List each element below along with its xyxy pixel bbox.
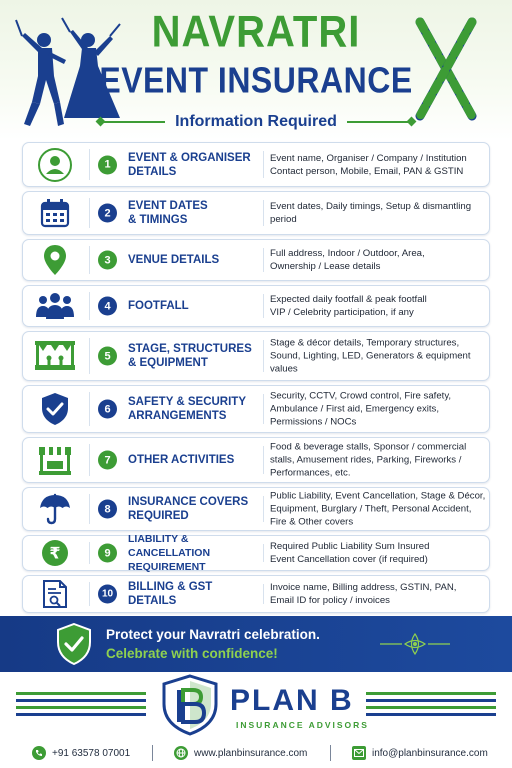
section-card-7 bbox=[22, 437, 490, 483]
globe-icon bbox=[174, 746, 188, 760]
location-pin-icon bbox=[42, 244, 68, 276]
decorative-stripes-right bbox=[366, 692, 496, 722]
title-event-insurance: EVENT INSURANCE bbox=[99, 59, 413, 101]
section-label: BILLING & GST DETAILS bbox=[128, 581, 213, 607]
section-description: Event dates, Daily timings, Setup & dismantling period bbox=[270, 201, 472, 225]
section-description: Food & beverage stalls, Sponsor / commercial stalls, Amusement rides, Parking, Fireworks / Performances, etc. bbox=[270, 441, 467, 479]
brand-name: PLAN B bbox=[230, 684, 354, 717]
contact-divider bbox=[330, 745, 331, 761]
section-number: 7 bbox=[98, 451, 117, 470]
section-description: Required Public Liability Sum Insured Event Cancellation cover (if required) bbox=[270, 541, 430, 565]
crowd-icon bbox=[35, 291, 75, 321]
section-description: Stage & décor details, Temporary structures, Sound, Lighting, LED, Generators & equipment values bbox=[270, 337, 471, 375]
section-number: 8 bbox=[98, 500, 117, 519]
section-card-9 bbox=[22, 535, 490, 571]
section-label: EVENT & ORGANISER DETAILS bbox=[128, 151, 251, 178]
section-card-5 bbox=[22, 331, 490, 381]
rupee-icon bbox=[41, 539, 69, 567]
title-navratri: NAVRATRI bbox=[151, 7, 361, 57]
section-number: 6 bbox=[98, 400, 117, 419]
contact-divider bbox=[152, 745, 153, 761]
contact-phone[interactable] bbox=[32, 746, 130, 760]
section-label: INSURANCE COVERS REQUIRED bbox=[128, 496, 249, 522]
header-hero bbox=[0, 0, 512, 140]
website-link[interactable]: www.planbinsurance.com bbox=[194, 747, 308, 759]
person-icon bbox=[37, 147, 73, 183]
stall-icon bbox=[37, 443, 73, 477]
planb-logo-icon bbox=[160, 674, 220, 736]
phone-number[interactable]: +91 63578 07001 bbox=[52, 747, 131, 759]
section-card-1 bbox=[22, 142, 490, 187]
contact-website[interactable] bbox=[174, 746, 307, 760]
section-label: SAFETY & SECURITY ARRANGEMENTS bbox=[128, 396, 246, 422]
email-link[interactable]: info@planbinsurance.com bbox=[372, 747, 488, 759]
section-label: FOOTFALL bbox=[128, 300, 189, 312]
banner-line-1: Protect your Navratri celebration. bbox=[106, 627, 320, 642]
contact-bar bbox=[0, 740, 512, 766]
section-card-8 bbox=[22, 487, 490, 531]
subtitle-divider-left bbox=[101, 121, 165, 123]
section-label: VENUE DETAILS bbox=[128, 254, 220, 266]
section-number: 1 bbox=[98, 155, 117, 174]
ornament-icon bbox=[380, 632, 450, 656]
section-card-3 bbox=[22, 239, 490, 281]
banner-line-2: Celebrate with confidence! bbox=[106, 646, 278, 661]
svg-text:₹: ₹ bbox=[49, 543, 61, 563]
subtitle-divider-right bbox=[347, 121, 411, 123]
section-number: 3 bbox=[98, 251, 117, 270]
section-number: 9 bbox=[98, 544, 117, 563]
calendar-icon bbox=[39, 197, 71, 229]
section-number: 5 bbox=[98, 347, 117, 366]
section-number: 2 bbox=[98, 204, 117, 223]
section-number: 10 bbox=[98, 585, 117, 604]
section-card-2 bbox=[22, 191, 490, 235]
section-description: Security, CCTV, Crowd control, Fire safety, Ambulance / First aid, Emergency exits, Permissions / NOCs bbox=[270, 390, 452, 428]
section-description: Public Liability, Event Cancellation, Stage & Décor, Equipment, Burglary / Theft, Personal Accident, Fire & Other covers bbox=[270, 490, 486, 528]
contact-email[interactable] bbox=[352, 746, 488, 760]
section-description: Expected daily footfall & peak footfall VIP / Celebrity participation, if any bbox=[270, 294, 427, 318]
section-label: STAGE, STRUCTURES & EQUIPMENT bbox=[128, 343, 252, 369]
invoice-icon bbox=[42, 579, 68, 609]
section-label: OTHER ACTIVITIES bbox=[128, 454, 235, 466]
decorative-stripes-left bbox=[16, 692, 146, 722]
promo-banner bbox=[0, 616, 512, 672]
umbrella-icon bbox=[38, 492, 72, 526]
section-description: Invoice name, Billing address, GSTIN, PAN, Email ID for policy / invoices bbox=[270, 582, 457, 606]
phone-icon bbox=[32, 746, 46, 760]
shield-check-icon bbox=[56, 623, 92, 665]
section-label: EVENT DATES & TIMINGS bbox=[128, 200, 208, 226]
mail-icon bbox=[352, 746, 366, 760]
section-description: Full address, Indoor / Outdoor, Area, Ownership / Lease details bbox=[270, 248, 425, 272]
section-description: Event name, Organiser / Company / Institution Contact person, Mobile, Email, PAN & GSTIN bbox=[270, 152, 467, 177]
brand-tagline: INSURANCE ADVISORS bbox=[236, 720, 369, 730]
section-card-4 bbox=[22, 285, 490, 327]
section-label: LIABILITY & CANCELLATION REQUIREMENT bbox=[128, 533, 211, 573]
stage-icon bbox=[33, 339, 77, 373]
section-card-10 bbox=[22, 575, 490, 613]
section-card-6 bbox=[22, 385, 490, 433]
dandiya-sticks-icon bbox=[410, 16, 482, 124]
shield-check-icon bbox=[40, 392, 70, 426]
subtitle: Information Required bbox=[175, 113, 337, 130]
brand-footer bbox=[0, 672, 512, 738]
section-number: 4 bbox=[98, 297, 117, 316]
